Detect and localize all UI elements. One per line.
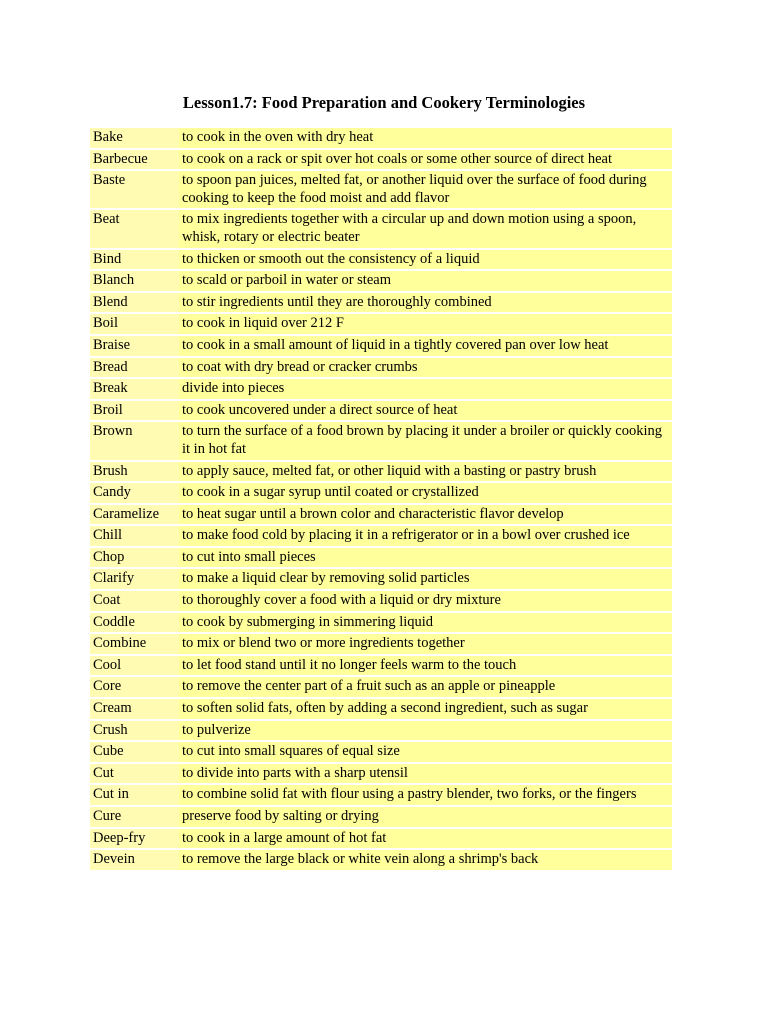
definition-cell: to cook by submerging in simmering liquid bbox=[179, 613, 672, 633]
definition-cell: to mix or blend two or more ingredients together bbox=[179, 634, 672, 654]
definition-cell: to soften solid fats, often by adding a second ingredient, such as sugar bbox=[179, 699, 672, 719]
term-cell: Baste bbox=[90, 171, 179, 208]
definition-cell: to let food stand until it no longer feels warm to the touch bbox=[179, 656, 672, 676]
definition-cell: divide into pieces bbox=[179, 379, 672, 399]
term-cell: Barbecue bbox=[90, 150, 179, 170]
term-cell: Cube bbox=[90, 742, 179, 762]
term-cell: Cream bbox=[90, 699, 179, 719]
table-row bbox=[90, 807, 672, 827]
term-cell: Bread bbox=[90, 358, 179, 378]
table-row bbox=[90, 250, 672, 270]
definition-cell: to remove the large black or white vein along a shrimp's back bbox=[179, 850, 672, 870]
table-row bbox=[90, 379, 672, 399]
definition-cell: to make a liquid clear by removing solid particles bbox=[179, 569, 672, 589]
terms-table bbox=[90, 126, 672, 872]
table-row bbox=[90, 634, 672, 654]
definition-cell: to make food cold by placing it in a refrigerator or in a bowl over crushed ice bbox=[179, 526, 672, 546]
definition-cell: to thoroughly cover a food with a liquid or dry mixture bbox=[179, 591, 672, 611]
term-cell: Braise bbox=[90, 336, 179, 356]
table-row bbox=[90, 526, 672, 546]
table-row bbox=[90, 483, 672, 503]
definition-cell: to remove the center part of a fruit such as an apple or pineapple bbox=[179, 677, 672, 697]
table-row bbox=[90, 314, 672, 334]
definition-cell: to mix ingredients together with a circular up and down motion using a spoon, whisk, rotary or electric beater bbox=[179, 210, 672, 247]
table-row bbox=[90, 210, 672, 247]
definition-cell: to cook in liquid over 212 F bbox=[179, 314, 672, 334]
term-cell: Broil bbox=[90, 401, 179, 421]
table-row bbox=[90, 128, 672, 148]
term-cell: Bind bbox=[90, 250, 179, 270]
definition-cell: to spoon pan juices, melted fat, or another liquid over the surface of food during cooking to keep the food moist and add flavor bbox=[179, 171, 672, 208]
term-cell: Cut in bbox=[90, 785, 179, 805]
term-cell: Core bbox=[90, 677, 179, 697]
term-cell: Candy bbox=[90, 483, 179, 503]
definition-cell: to apply sauce, melted fat, or other liquid with a basting or pastry brush bbox=[179, 462, 672, 482]
definition-cell: to thicken or smooth out the consistency of a liquid bbox=[179, 250, 672, 270]
term-cell: Cool bbox=[90, 656, 179, 676]
definition-cell: to cook on a rack or spit over hot coals or some other source of direct heat bbox=[179, 150, 672, 170]
term-cell: Break bbox=[90, 379, 179, 399]
term-cell: Coat bbox=[90, 591, 179, 611]
definition-cell: to pulverize bbox=[179, 721, 672, 741]
definition-cell: to cook in a large amount of hot fat bbox=[179, 829, 672, 849]
terms-table-body bbox=[90, 128, 672, 870]
definition-cell: to cut into small squares of equal size bbox=[179, 742, 672, 762]
definition-cell: to cut into small pieces bbox=[179, 548, 672, 568]
table-row bbox=[90, 401, 672, 421]
definition-cell: to cook in a small amount of liquid in a tightly covered pan over low heat bbox=[179, 336, 672, 356]
term-cell: Clarify bbox=[90, 569, 179, 589]
definition-cell: to combine solid fat with flour using a pastry blender, two forks, or the fingers bbox=[179, 785, 672, 805]
term-cell: Chill bbox=[90, 526, 179, 546]
table-row bbox=[90, 422, 672, 459]
term-cell: Blend bbox=[90, 293, 179, 313]
term-cell: Cure bbox=[90, 807, 179, 827]
table-row bbox=[90, 721, 672, 741]
definition-cell: to turn the surface of a food brown by placing it under a broiler or quickly cooking it in hot fat bbox=[179, 422, 672, 459]
definition-cell: to cook in a sugar syrup until coated or crystallized bbox=[179, 483, 672, 503]
table-row bbox=[90, 336, 672, 356]
definition-cell: to coat with dry bread or cracker crumbs bbox=[179, 358, 672, 378]
table-row bbox=[90, 656, 672, 676]
definition-cell: to cook in the oven with dry heat bbox=[179, 128, 672, 148]
term-cell: Blanch bbox=[90, 271, 179, 291]
term-cell: Caramelize bbox=[90, 505, 179, 525]
table-row bbox=[90, 150, 672, 170]
definition-cell: to heat sugar until a brown color and characteristic flavor develop bbox=[179, 505, 672, 525]
definition-cell: to stir ingredients until they are thoroughly combined bbox=[179, 293, 672, 313]
table-row bbox=[90, 742, 672, 762]
term-cell: Chop bbox=[90, 548, 179, 568]
term-cell: Brown bbox=[90, 422, 179, 459]
term-cell: Coddle bbox=[90, 613, 179, 633]
page-title: Lesson1.7: Food Preparation and Cookery Terminologies bbox=[182, 93, 586, 112]
term-cell: Bake bbox=[90, 128, 179, 148]
table-row bbox=[90, 764, 672, 784]
table-row bbox=[90, 271, 672, 291]
table-row bbox=[90, 613, 672, 633]
term-cell: Cut bbox=[90, 764, 179, 784]
table-row bbox=[90, 850, 672, 870]
term-cell: Beat bbox=[90, 210, 179, 247]
table-row bbox=[90, 505, 672, 525]
table-row bbox=[90, 829, 672, 849]
term-cell: Boil bbox=[90, 314, 179, 334]
definition-cell: to scald or parboil in water or steam bbox=[179, 271, 672, 291]
table-row bbox=[90, 171, 672, 208]
table-row bbox=[90, 293, 672, 313]
definition-cell: preserve food by salting or drying bbox=[179, 807, 672, 827]
table-row bbox=[90, 569, 672, 589]
table-row bbox=[90, 591, 672, 611]
term-cell: Crush bbox=[90, 721, 179, 741]
table-row bbox=[90, 785, 672, 805]
term-cell: Devein bbox=[90, 850, 179, 870]
definition-cell: to divide into parts with a sharp utensil bbox=[179, 764, 672, 784]
term-cell: Deep-fry bbox=[90, 829, 179, 849]
term-cell: Combine bbox=[90, 634, 179, 654]
table-row bbox=[90, 462, 672, 482]
term-cell: Brush bbox=[90, 462, 179, 482]
definition-cell: to cook uncovered under a direct source of heat bbox=[179, 401, 672, 421]
table-row bbox=[90, 548, 672, 568]
table-row bbox=[90, 677, 672, 697]
table-row bbox=[90, 358, 672, 378]
table-row bbox=[90, 699, 672, 719]
